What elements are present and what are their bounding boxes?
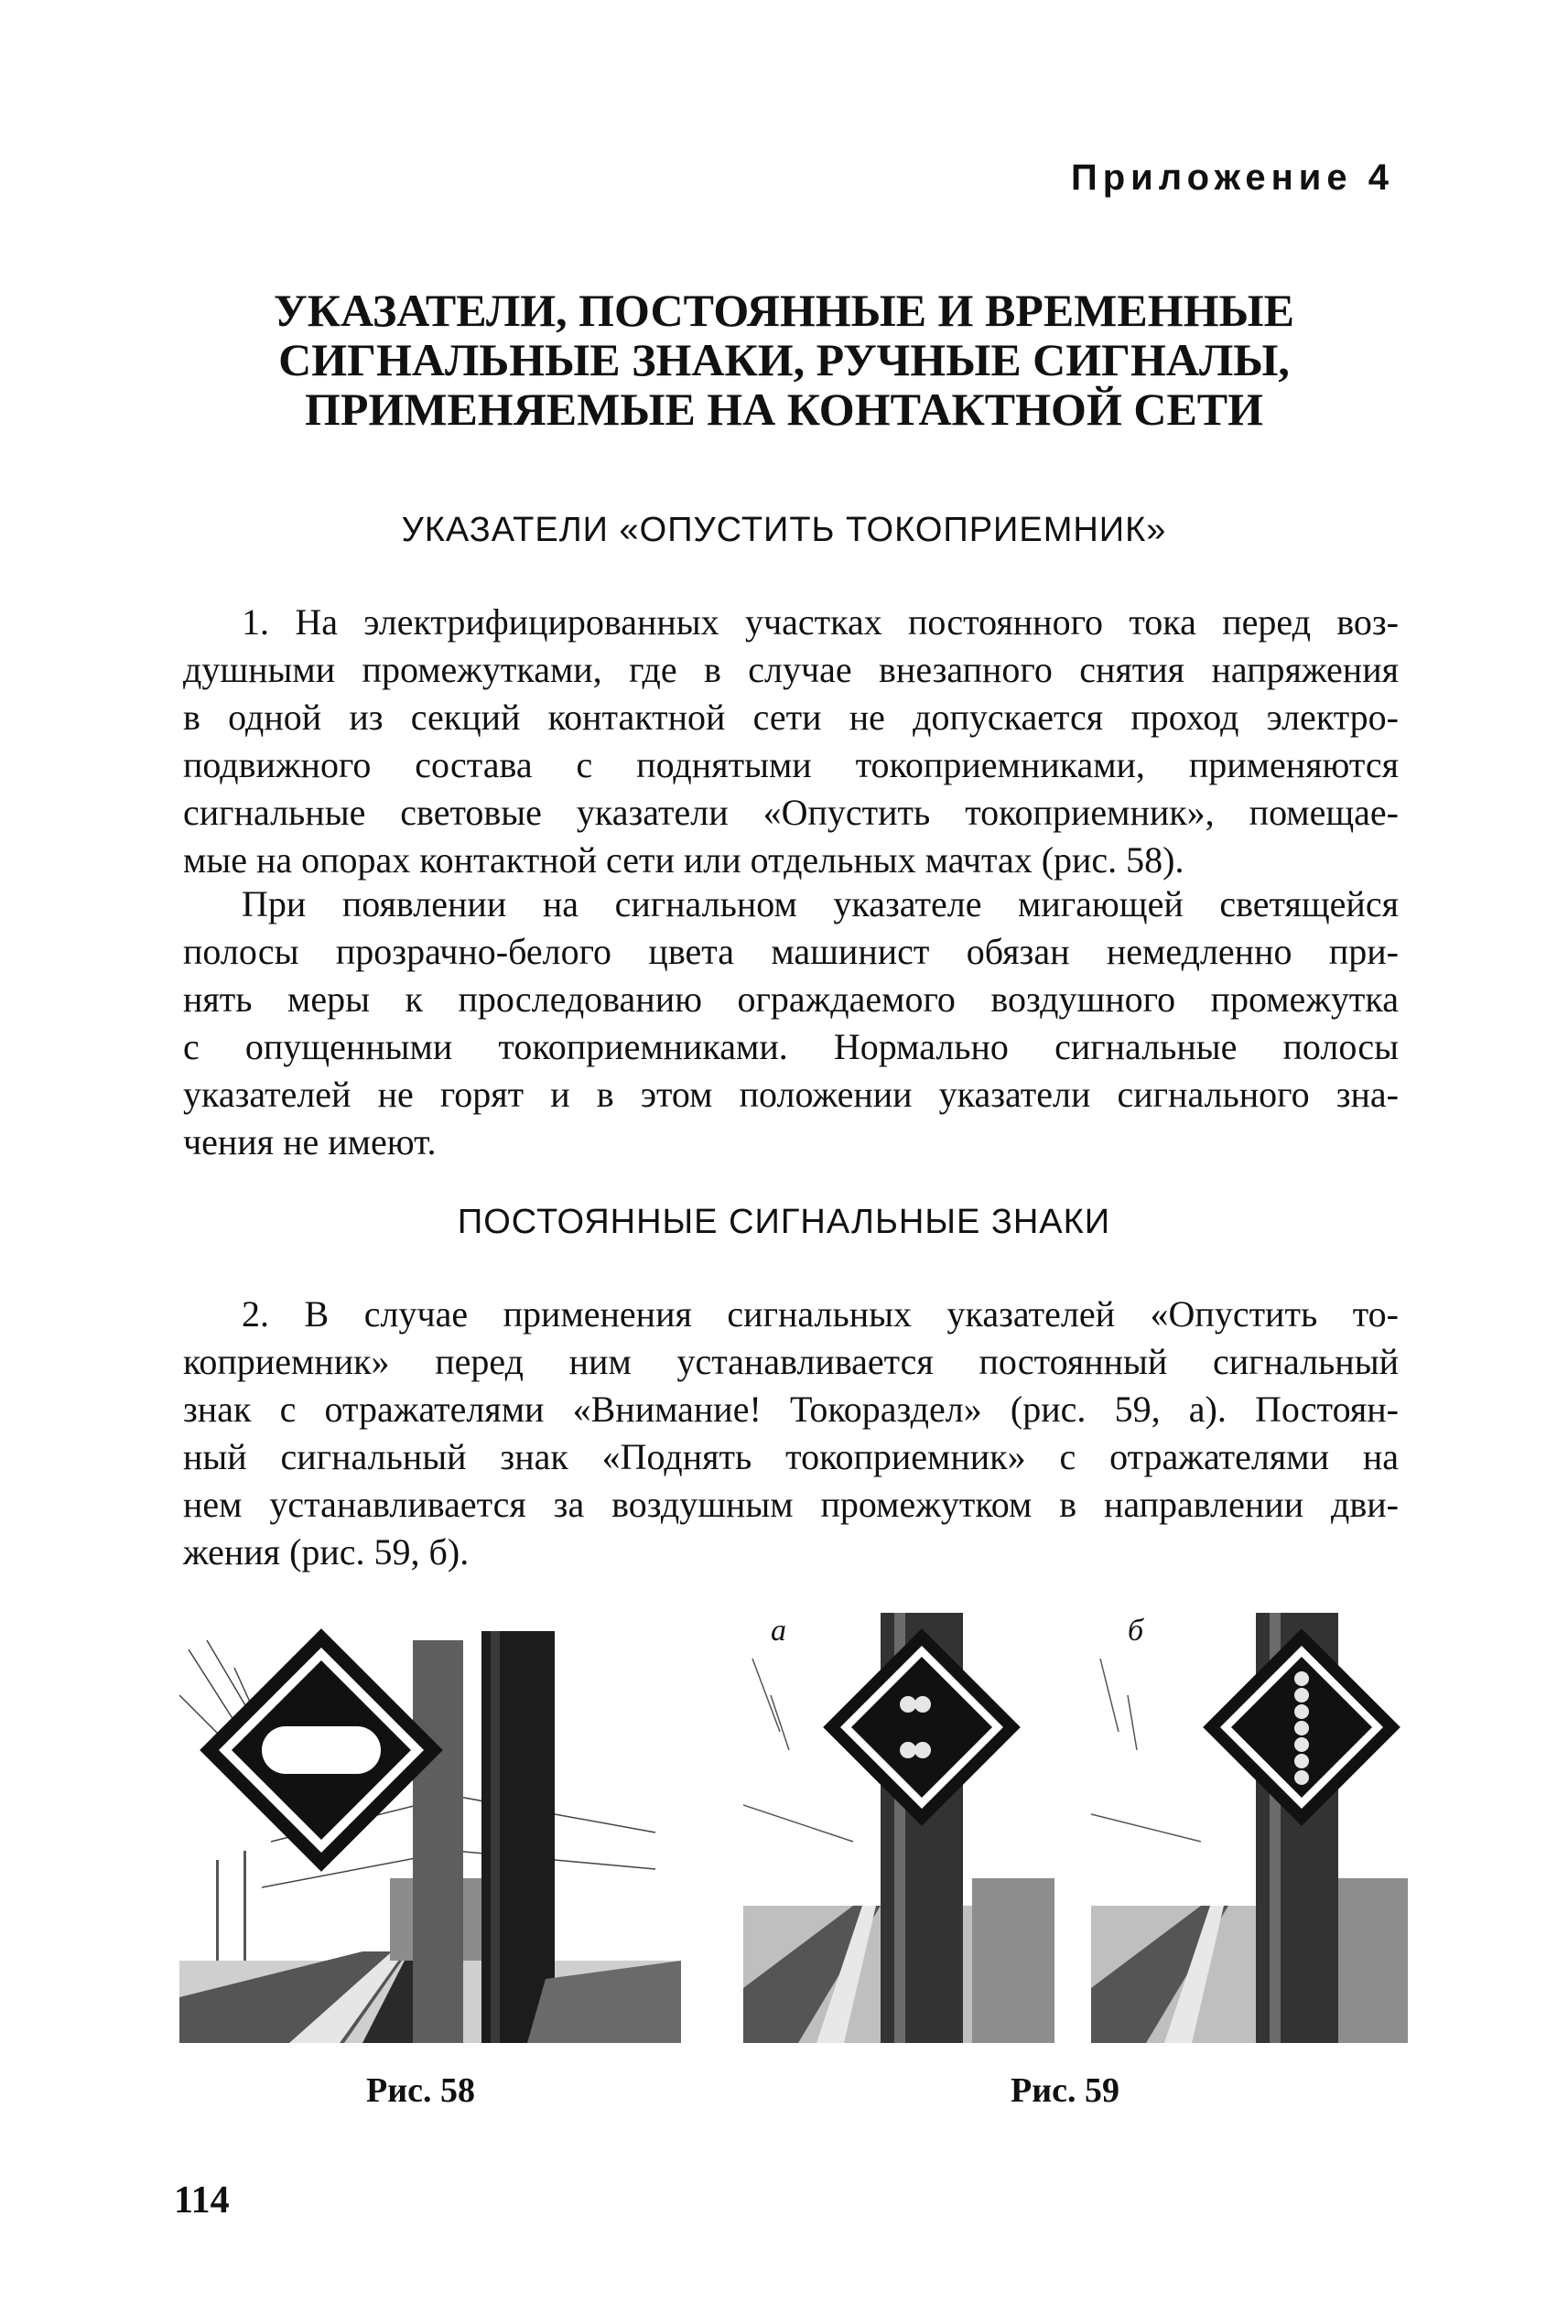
paragraph-line: нем устанавливается за воздушным промежутком в направлении дви- [183, 1484, 1399, 1525]
paragraph-line: чения не имеют. [183, 1121, 437, 1162]
title-line-1: УКАЗАТЕЛИ, ПОСТОЯННЫЕ И ВРЕМЕННЫЕ [274, 285, 1294, 336]
paragraph-line: душными промежутками, где в случае внезапного снятия напряжения [183, 649, 1399, 690]
title-line-3: ПРИМЕНЯЕМЫЕ НА КОНТАКТНОЙ СЕТИ [304, 384, 1264, 435]
paragraph-line: знак с отражателями «Внимание! Токораздел» (рис. 59, а). Постоян- [183, 1389, 1399, 1430]
paragraph-line: ный сигнальный знак «Поднять токоприемник» с отражателями на [183, 1436, 1399, 1477]
paragraph-line: указателей не горят и в этом положении указатели сигнального зна- [183, 1074, 1399, 1115]
paragraph-line: сигнальные световые указатели «Опустить токоприемник», помещае- [183, 792, 1399, 833]
figure-58-image [179, 1613, 681, 2043]
paragraph-line: При появлении на сигнальном указателе мигающей светящейся [242, 883, 1399, 924]
title-line-2: СИГНАЛЬНЫЕ ЗНАКИ, РУЧНЫЕ СИГНАЛЫ, [278, 334, 1290, 385]
figure-59-image [743, 1604, 1408, 2043]
page-title [183, 286, 1385, 434]
section-heading-signs: ПОСТОЯННЫЕ СИГНАЛЬНЫЕ ЗНАКИ [457, 1203, 1111, 1241]
paragraph-line: коприемник» перед ним устанавливается постоянный сигнальный [183, 1341, 1399, 1382]
figure-58-photo [179, 1613, 681, 2043]
figure-58-caption: Рис. 58 [366, 2071, 475, 2110]
paragraph-line: жения (рис. 59, б). [183, 1531, 470, 1573]
paragraph-line: подвижного состава с поднятыми токоприемниками, применяются [183, 744, 1399, 785]
figure-59-sublabel-b: б [1128, 1614, 1144, 1648]
paragraph-line: мые на опорах контактной сети или отдельных мачтах (рис. 58). [183, 839, 1184, 881]
paragraph-line: нять меры к проследованию ограждаемого воздушного промежутка [183, 978, 1399, 1020]
mast [413, 1640, 463, 2043]
paragraph-line: в одной из секций контактной сети не допускается проход электро- [183, 697, 1399, 738]
paragraph-1 [183, 599, 1399, 884]
figure-59-sublabel-a: а [771, 1614, 786, 1648]
paragraph-line: с опущенными токоприемниками. Нормально сигнальные полосы [183, 1026, 1399, 1067]
page-number: 114 [174, 2179, 230, 2221]
figure-59-photo [743, 1604, 1408, 2043]
appendix-label: Приложение 4 [1071, 157, 1394, 198]
section-heading-indicators: УКАЗАТЕЛИ «ОПУСТИТЬ ТОКОПРИЕМНИК» [401, 511, 1167, 549]
figure-59-caption: Рис. 59 [1011, 2071, 1119, 2110]
paragraph-3 [183, 1291, 1399, 1576]
paragraph-line: 1. На электрифицированных участках постоянного тока перед воз- [242, 601, 1399, 643]
paragraph-line: 2. В случае применения сигнальных указателей «Опустить то- [242, 1293, 1399, 1335]
paragraph-line: полосы прозрачно-белого цвета машинист обязан немедленно при- [183, 931, 1399, 972]
paragraph-2 [183, 881, 1399, 1166]
